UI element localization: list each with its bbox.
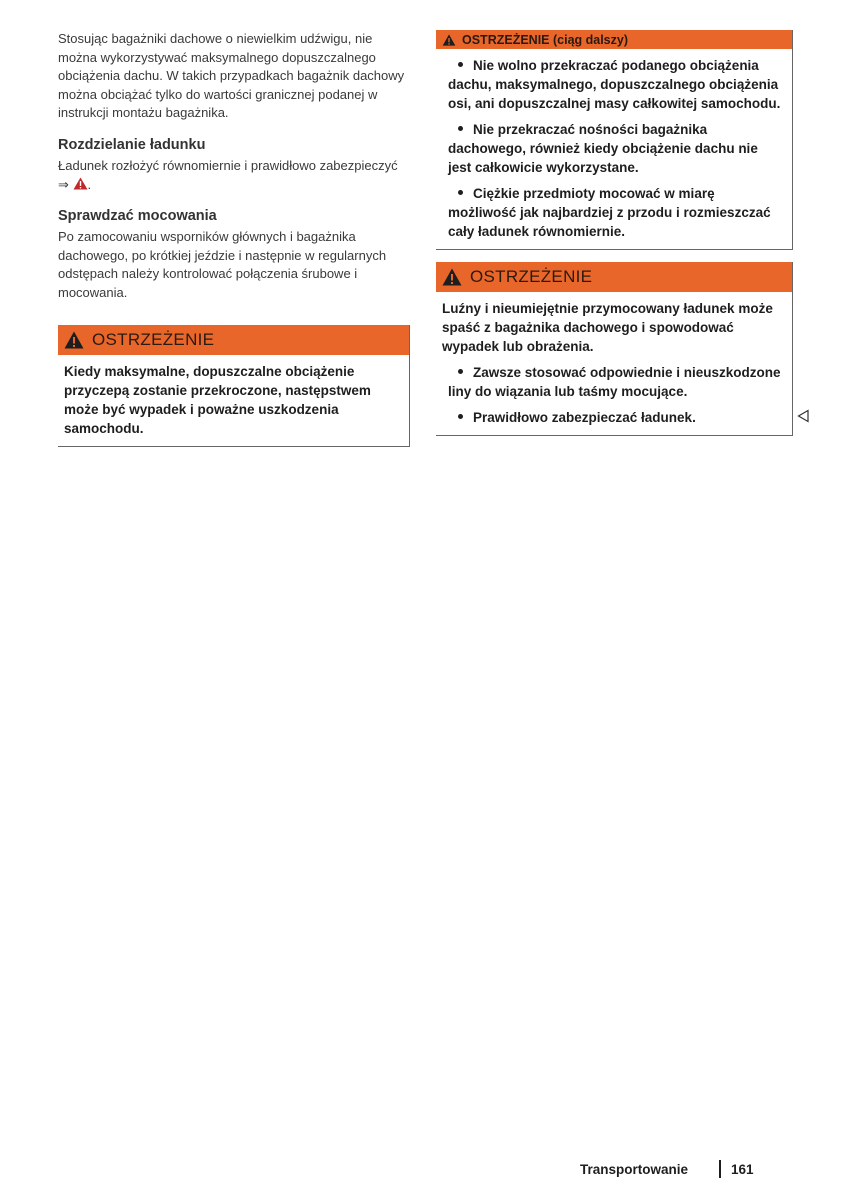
warning-triangle-icon	[442, 268, 462, 286]
section-end-icon	[797, 409, 809, 423]
intro-paragraph: Stosując bagażniki dachowe o niewielkim udźwigu, nie można wykorzystywać maksymalnego dopuszczalnego obciążenia dachu. W takich przypadkach bagażnik dachowy można obciążać tylko do wartości granicznej podanej w instrukcji montażu bagażnika.	[58, 31, 405, 121]
load-distribution-text: Ładunek rozłożyć równomiernie i prawidłowo zabezpieczyć ⇒	[58, 157, 398, 192]
left-column	[58, 30, 410, 447]
warning-body-continued	[436, 49, 792, 249]
warning-box-continued	[436, 30, 793, 250]
warning-title-continued: OSTRZEŻENIE (ciąg dalszy)	[462, 32, 629, 47]
warning-header	[58, 325, 409, 355]
page-footer	[580, 1160, 780, 1178]
load-distribution-paragraph: Ładunek rozłożyć równomiernie i prawidłowo zabezpieczyć ⇒ .	[58, 157, 398, 192]
heading-check-mounts: Sprawdzać mocowania	[58, 208, 217, 225]
warning-title: OSTRZEŻENIE	[92, 329, 215, 349]
warning-title: OSTRZEŻENIE	[470, 267, 593, 286]
list-item: Nie wolno przekraczać podanego obciążenia dachu, maksymalnego, dopuszczalnego obciążenia osi, ani dopuszczalnej masy całkowitej samochodu.	[448, 58, 781, 111]
warning-box-right	[436, 262, 793, 436]
warning-header	[436, 262, 792, 292]
list-item: Ciężkie przedmioty mocować w miarę możliwość jak najbardziej z przodu i rozmieszczać cały ładunek równomiernie.	[448, 186, 771, 239]
list-item: Prawidłowo zabezpieczać ładunek.	[442, 408, 782, 427]
warning-triangle-icon	[64, 331, 84, 349]
right-column	[436, 30, 793, 436]
warning-text: Luźny i nieumiejętnie przymocowany ładunek może spaść z bagażnika dachowego i spowodować wypadek lub obrażenia.	[442, 301, 773, 354]
warning-box-left	[58, 325, 410, 447]
check-mounts-paragraph: Po zamocowaniu wsporników głównych i bagażnika dachowego, po krótkiej jeździe i następnie w regularnych odstępach należy kontrolować połączenia śrubowe i mocowania.	[58, 229, 387, 300]
warning-body	[58, 355, 409, 446]
list-item: Nie przekraczać nośności bagażnika dachowego, również kiedy obciążenie dachu nie jest całkowicie wykorzystane.	[448, 122, 758, 175]
heading-load-distribution: Rozdzielanie ładunku	[58, 136, 206, 153]
warning-triangle-icon	[442, 34, 456, 46]
warning-body	[436, 292, 792, 435]
warning-header-continued	[436, 30, 792, 49]
footer-section: Transportowanie	[580, 1161, 689, 1177]
list-item: Zawsze stosować odpowiednie i nieuszkodzone liny do wiązania lub taśmy mocujące.	[448, 365, 781, 399]
warning-text: Kiedy maksymalne, dopuszczalne obciążenie przyczepą zostanie przekroczone, następstwem może być wypadek i poważne uszkodzenia samochodu.	[64, 363, 371, 436]
page-number: 161	[731, 1161, 754, 1177]
warning-triangle-icon[interactable]	[73, 177, 88, 190]
footer-divider	[719, 1160, 721, 1178]
